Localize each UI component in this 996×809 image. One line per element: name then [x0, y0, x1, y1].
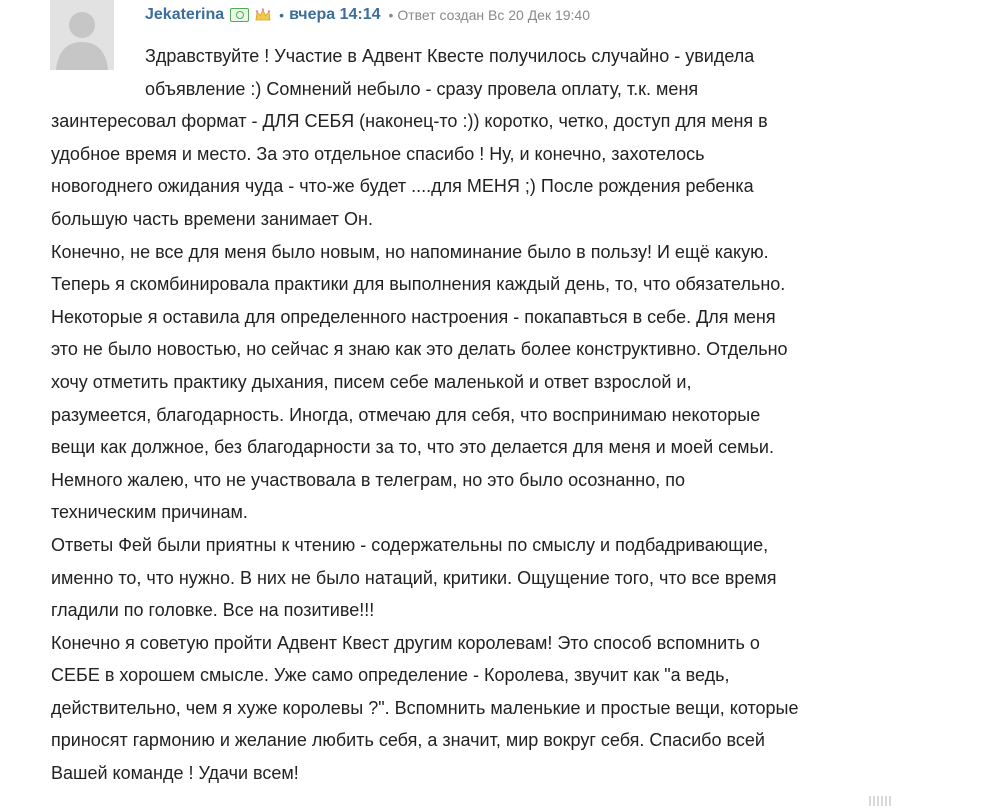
posted-time-link[interactable]: вчера 14:14 [289, 6, 381, 23]
comment-line: Здравствуйте ! Участие в Адвент Квесте получилось случайно - увидела [145, 46, 755, 66]
comment-header [145, 3, 590, 27]
comment-line: техническим причинам. [51, 502, 248, 523]
decorative-mark [869, 796, 891, 806]
comment-line: объявление :) Сомнений небыло - сразу провела оплату, т.к. меня [145, 78, 699, 99]
created-note: • Ответ создан Вс 20 Дек 19:40 [388, 7, 591, 23]
comment-line: именно то, что нужно. В них не было натаций, критики. Ощущение того, что все время [51, 567, 777, 588]
comment-line: Некоторые я оставила для определенного настроения - покапавться в себе. Для меня [51, 306, 776, 327]
crown-icon [255, 8, 271, 22]
comment-line: Немного жалею, что не участвовала в телеграм, но это было осознанно, по [51, 469, 685, 490]
comment-line: гладили по головке. Все на позитиве!!! [51, 600, 375, 621]
money-icon [230, 8, 249, 22]
comment-line: большую часть времени занимает Он. [51, 208, 373, 229]
comment-line: удобное время и место. За это отдельное спасибо ! Ну, и конечно, захотелось [51, 143, 705, 164]
author-name[interactable]: Jekaterina [145, 6, 225, 23]
comment-line: разумеется, благодарность. Иногда, отмечаю для себя, что воспринимаю некоторые [51, 404, 761, 425]
comment-line: это не было новостью, но сейчас я знаю как это делать более конструктивно. Отдельно [51, 339, 788, 360]
comment-line: вещи как должное, без благодарности за то, что это делается для меня и моей семьи. [51, 437, 774, 458]
comment-line: Конечно я советую пройти Адвент Квест другим королевам! Это способ вспомнить о [51, 632, 760, 653]
comment-body [51, 40, 941, 790]
comment-line: новогоднего ожидания чуда - что-же будет ....для МЕНЯ ;) После рождения ребенка [51, 176, 754, 197]
header-separator: • [279, 7, 285, 23]
comment-line: приносят гармонию и желание любить себя, а значит, мир вокруг себя. Спасибо всей [51, 730, 765, 751]
comment-line: Вашей команде ! Удачи всем! [51, 763, 299, 784]
comment-line: Теперь я скомбинировала практики для выполнения каждый день, то, что обязательно. [51, 274, 786, 295]
comment-line: Ответы Фей были приятны к чтению - содержательны по смыслу и подбадривающие, [51, 534, 769, 555]
comment-line: действительно, чем я хуже королевы ?". Вспомнить маленькие и простые вещи, которые [51, 697, 799, 718]
comment-line: хочу отметить практику дыхания, писем себе маленькой и ответ взрослой и, [51, 371, 692, 392]
comment-line: заинтересовал формат - ДЛЯ СЕБЯ (наконец-то :)) коротко, четко, доступ для меня в [51, 111, 768, 132]
comment-line: СЕБЕ в хорошем смысле. Уже само определение - Королева, звучит как "а ведь, [51, 665, 730, 686]
comment-line: Конечно, не все для меня было новым, но напоминание было в пользу! И ещё какую. [51, 241, 769, 262]
